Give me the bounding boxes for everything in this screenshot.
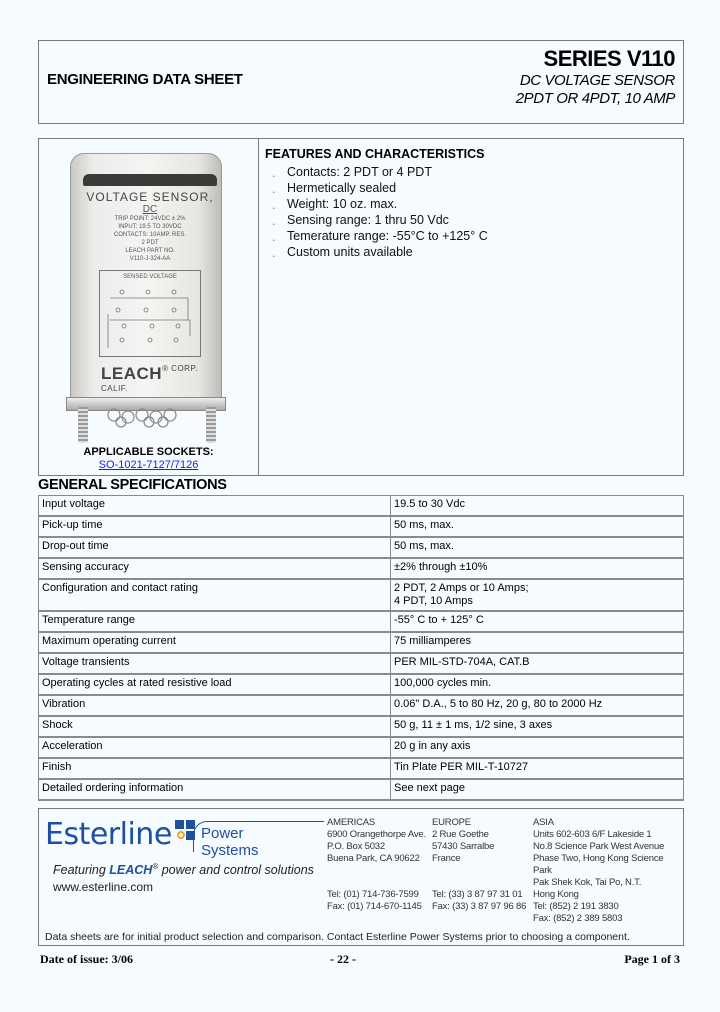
relay-nameplate: VOLTAGE SENSOR, DC TRIP POINT: 24VDC ± 2% INPUT: 19.5 TO 30VDC CONTACTS: 10AMP. RES. 2 PDT LEACH PART NO. V110-J-324-AA [86,190,214,262]
spec-label: Input voltage [39,496,391,517]
table-row [39,779,684,800]
bullet-icon: ⸼ [273,199,276,209]
wiring-diagram-graphic [100,280,200,350]
spec-label: Shock [39,716,391,737]
feature-item: ⸼ Sensing range: 1 thru 50 Vdc [273,213,449,227]
specifications-table [38,495,684,801]
spec-label: Sensing accuracy [39,558,391,579]
feature-item: ⸼ Weight: 10 oz. max. [273,197,398,211]
address-europe: EUROPE 2 Rue Goethe 57430 Sarralbe France Tel: (33) 3 87 97 31 01 Fax: (33) 3 87 97 96 86 [432,817,527,912]
wiring-diagram: SENSED VOLTAGE [99,270,201,357]
product-image [66,149,226,444]
logo-division: Power Systems [201,825,259,859]
spec-value: 50 ms, max. [391,516,684,537]
website-link[interactable]: www.esterline.com [53,880,154,894]
spec-label: Detailed ordering information [39,779,391,800]
spec-value: Tin Plate PER MIL-T-10727 [391,758,684,779]
spec-value: 2 PDT, 2 Amps or 10 Amps; 4 PDT, 10 Amps [391,579,684,611]
document-type-title: ENGINEERING DATA SHEET [47,71,243,88]
relay-top-edge [83,174,217,186]
spec-value: 19.5 to 30 Vdc [391,496,684,517]
spec-label: Vibration [39,695,391,716]
spec-label: Voltage transients [39,653,391,674]
spec-label: Temperature range [39,611,391,632]
header-box [38,40,684,124]
table-row [39,674,684,695]
table-row [39,516,684,537]
table-row [39,496,684,517]
company-footer [38,808,684,946]
page-number: - 22 - [330,952,356,966]
table-row [39,716,684,737]
spec-label: Drop-out time [39,537,391,558]
issue-date: Date of issue: 3/06 [40,952,133,966]
spec-label: Configuration and contact rating [39,579,391,611]
table-row [39,537,684,558]
product-subtitle-2: 2PDT OR 4PDT, 10 AMP [515,90,675,107]
relay-terminals [106,407,186,429]
overview-section [38,138,684,476]
spec-value: 50 ms, max. [391,537,684,558]
logo-wordmark: Esterline [45,817,172,852]
table-row [39,558,684,579]
mounting-stud [78,407,88,443]
bullet-icon: ⸼ [273,167,276,177]
spec-value: 0.06" D.A., 5 to 80 Hz, 20 g, 80 to 2000 Hz [391,695,684,716]
relay-brand-mark: $LEACH^{® CORP. CALIF.}$ [101,364,198,393]
features-cell [259,139,683,475]
spec-value: 100,000 cycles min. [391,674,684,695]
table-row [39,579,684,611]
feature-item: ⸼ Hermetically sealed [273,181,397,195]
spec-label: Operating cycles at rated resistive load [39,674,391,695]
applicable-sockets-label: APPLICABLE SOCKETS: [83,446,214,458]
feature-item: ⸼ Temerature range: -55°C to +125° C [273,229,488,243]
table-row [39,737,684,758]
feature-item: ⸼ Custom units available [273,245,413,259]
spec-label: Pick-up time [39,516,391,537]
relay-housing [70,153,222,400]
product-subtitle-1: DC VOLTAGE SENSOR [519,72,675,89]
spec-label: Finish [39,758,391,779]
spec-value: ±2% through ±10% [391,558,684,579]
features-title: FEATURES AND CHARACTERISTICS [265,147,485,161]
mounting-stud [206,407,216,443]
featuring-tagline: Featuring LEACH® power and control solutions [53,862,314,878]
spec-label: Maximum operating current [39,632,391,653]
spec-value: 20 g in any axis [391,737,684,758]
address-asia: ASIA Units 602-603 6/F Lakeside 1 No.8 Science Park West Avenue Phase Two, Hong Kong Science Park Pak Shek Kok, Tai Po, N.T. Hong Kong Tel: (852) 2 191 3830 Fax: (852) 2 389 5803 [533,817,665,924]
spec-value: See next page [391,779,684,800]
table-row [39,695,684,716]
bullet-icon: ⸼ [273,215,276,225]
bullet-icon: ⸼ [273,247,276,257]
address-americas: AMERICAS 6900 Orangethorpe Ave. P.O. Box 5032 Buena Park, CA 90622 Tel: (01) 714-736-7599 Fax: (01) 714-670-1145 [327,817,426,912]
product-title-block [516,46,675,108]
disclaimer-text: Data sheets are for initial product selection and comparison. Contact Esterline Power Systems prior to choosing a component. [45,931,630,943]
bullet-icon: ⸼ [273,231,276,241]
spec-label: Acceleration [39,737,391,758]
bullet-icon: ⸼ [273,183,276,193]
table-row [39,611,684,632]
spec-value: 50 g, 11 ± 1 ms, 1/2 sine, 3 axes [391,716,684,737]
product-photo-cell [39,139,259,475]
series-title: SERIES V110 [543,46,675,71]
socket-part-link[interactable]: SO-1021-7127/7126 [98,459,199,471]
feature-item: ⸼ Contacts: 2 PDT or 4 PDT [273,165,432,179]
spec-value: PER MIL-STD-704A, CAT.B [391,653,684,674]
spec-value: 75 milliamperes [391,632,684,653]
table-row [39,632,684,653]
spec-value: -55° C to + 125° C [391,611,684,632]
specifications-title: GENERAL SPECIFICATIONS [38,477,227,493]
page-count: Page 1 of 3 [624,952,680,966]
table-row [39,653,684,674]
table-row [39,758,684,779]
